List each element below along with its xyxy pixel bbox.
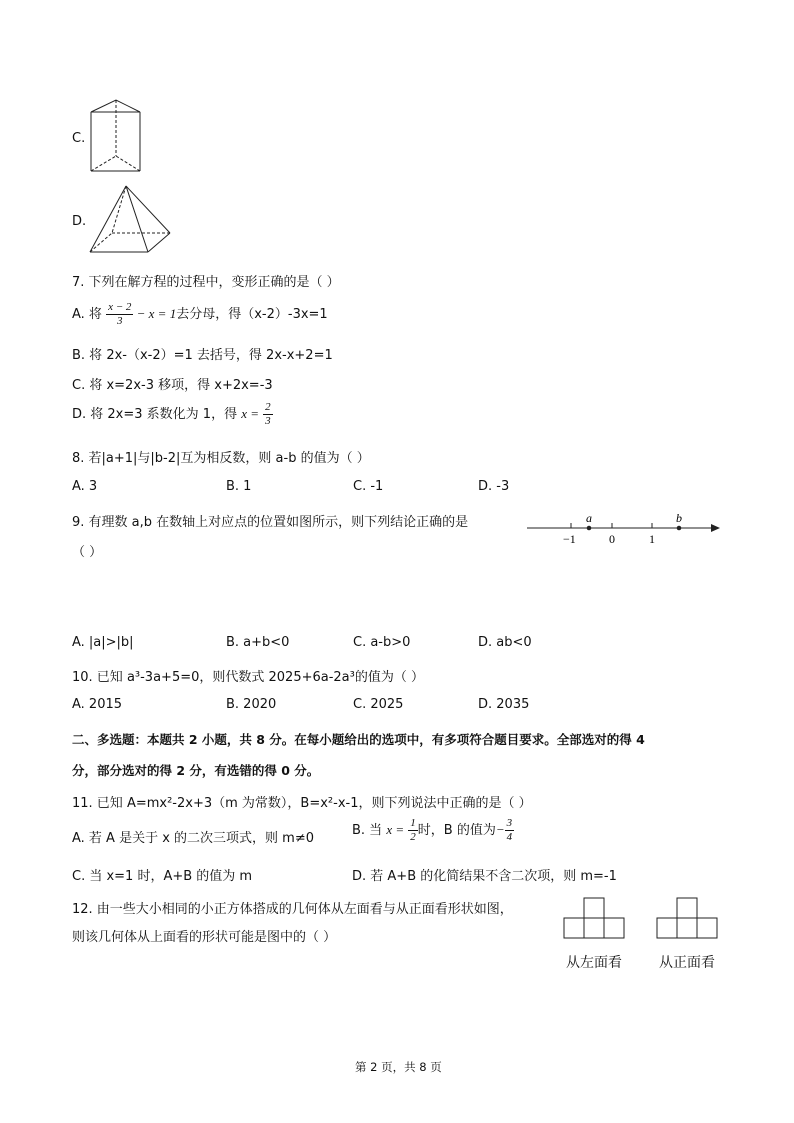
q9-stem-line1: 9. 有理数 a,b 在数轴上对应点的位置如图所示，则下列结论正确的是 [72,515,469,530]
pyramid-figure [88,184,178,256]
front-view-label: 从正面看 [659,955,715,971]
q11-option-a: A. 若 A 是关于 x 的二次三项式，则 m≠0 [72,831,315,846]
q7-a-expr: − x = 1 [133,306,177,321]
q11-option-c: C. 当 x=1 时，A+B 的值为 m [72,869,253,884]
page-footer: 第 2 页，共 8 页 [355,1060,442,1074]
q11-b-expr: x = [386,822,405,837]
q8-option-c: C. -1 [353,479,384,494]
q7-option-a [72,301,328,328]
q7-option-d [72,401,273,428]
q11-option-b [352,817,514,844]
point-label-a: a [586,511,592,525]
point-label-b: b [676,511,682,525]
q7-option-b: B. 将 2x-（x-2）=1 去括号，得 2x-x+2=1 [72,348,333,363]
q7-a-suffix: 去分母，得（x-2）-3x=1 [176,307,328,322]
left-view-label: 从左面看 [566,955,622,971]
q9-option-d: D. ab<0 [478,635,532,650]
q11-b-mid: 时，B 的值为 [417,823,496,838]
q7-a-fraction: $\frac{x - 2}{3}$ [108,301,132,327]
q11-stem: 11. 已知 A=mx²-2x+3（m 为常数），B=x²-x-1，则下列说法中正确的是（ ） [72,796,532,811]
q7-stem: 7. 下列在解方程的过程中，变形正确的是（ ） [72,275,340,290]
section2-heading-line1: 二、多选题：本题共 2 小题，共 8 分。在每小题给出的选项中，有多项符合题目要求。全部选对的得 4 [72,732,645,747]
q11-b-neg: − [495,822,505,837]
tick-label-1: 1 [649,532,655,546]
option-c-label: C. [72,131,86,146]
q11-option-d: D. 若 A+B 的化简结果不含二次项，则 m=-1 [352,869,617,884]
q7-d-expr: x = [241,406,260,421]
q9-option-a: A. |a|>|b| [72,635,134,650]
q9-stem-line2: （ ） [72,545,103,560]
q11-b-fraction: $\frac{1}{2}$ [410,817,416,843]
q7-option-c: C. 将 x=2x-3 移项，得 x+2x=-3 [72,378,273,393]
q7-a-prefix: A. 将 [72,307,102,322]
q8-option-a: A. 3 [72,479,98,494]
tick-label-0: 0 [609,532,615,546]
q9-option-c: C. a-b>0 [353,635,411,650]
section2-heading-line2: 分，部分选对的得 2 分，有选错的得 0 分。 [72,763,320,778]
front-view-figure [656,897,718,939]
q10-option-d: D. 2035 [478,697,530,712]
q8-option-b: B. 1 [226,479,252,494]
q10-option-b: B. 2020 [226,697,277,712]
q11-b-prefix: B. 当 [352,823,383,838]
q10-option-c: C. 2025 [353,697,404,712]
q8-option-d: D. -3 [478,479,510,494]
q12-stem-line1: 12. 由一些大小相同的小正方体搭成的几何体从左面看与从正面看形状如图， [72,902,513,917]
tick-label-neg1: −1 [563,532,576,546]
option-d-label: D. [72,214,87,229]
left-view-figure [563,897,625,939]
q10-option-a: A. 2015 [72,697,123,712]
q12-stem-line2: 则该几何体从上面看的形状可能是图中的（ ） [72,930,337,945]
triangular-prism-figure [88,98,168,176]
q8-stem: 8. 若|a+1|与|b-2|互为相反数，则 a-b 的值为（ ） [72,451,370,466]
q9-option-b: B. a+b<0 [226,635,290,650]
q7-d-fraction: $\frac{2}{3}$ [265,401,271,427]
q10-stem: 10. 已知 a³-3a+5=0，则代数式 2025+6a-2a³的值为（ ） [72,670,424,685]
q7-d-prefix: D. 将 2x=3 系数化为 1，得 [72,407,238,422]
q11-b-fraction2: $\frac{3}{4}$ [506,817,513,843]
number-line-figure [525,508,725,548]
